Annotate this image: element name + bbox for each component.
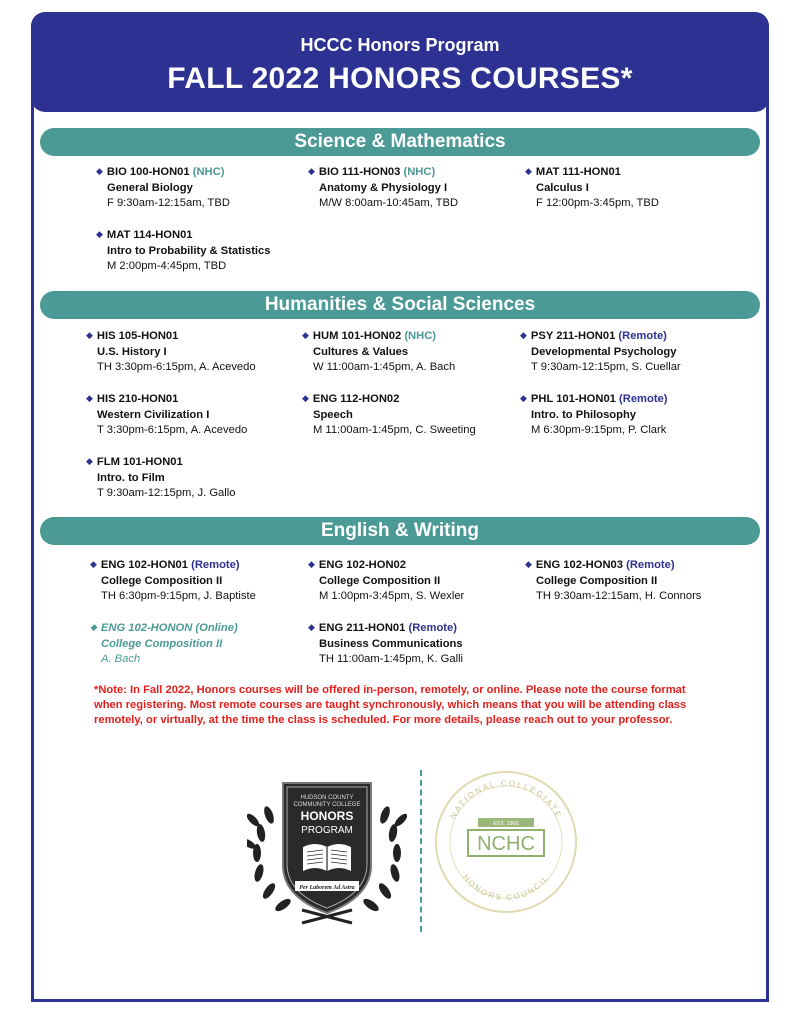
logo-divider bbox=[420, 770, 422, 932]
section-heading-humanities: Humanities & Social Sciences bbox=[40, 291, 760, 319]
nchc-logo bbox=[432, 768, 580, 916]
diamond-bullet-icon: ◆ bbox=[90, 622, 97, 632]
course-item: ◆ ENG 102-HONON (Online) College Composition II A. Bach bbox=[90, 622, 238, 666]
page-title: FALL 2022 HONORS COURSES* bbox=[167, 62, 633, 95]
course-item: ◆ BIO 100-HON01 (NHC) General Biology F 9:30am-12:15am, TBD bbox=[96, 166, 230, 210]
diamond-bullet-icon: ◆ bbox=[308, 559, 315, 569]
hccc-honors-logo bbox=[247, 775, 407, 925]
section-heading-science: Science & Mathematics bbox=[40, 128, 760, 156]
diamond-bullet-icon: ◆ bbox=[86, 393, 93, 403]
svg-text:NATIONAL COLLEGIATE: NATIONAL COLLEGIATE bbox=[448, 778, 564, 821]
page-header bbox=[31, 12, 769, 112]
course-item: ◆ FLM 101-HON01 Intro. to Film T 9:30am-12:15pm, J. Gallo bbox=[86, 456, 236, 500]
course-item: ◆ PHL 101-HON01 (Remote) Intro. to Philosophy M 6:30pm-9:15pm, P. Clark bbox=[520, 393, 668, 437]
diamond-bullet-icon: ◆ bbox=[302, 393, 309, 403]
course-item: ◆ ENG 102-HON02 College Composition II M 1:00pm-3:45pm, S. Wexler bbox=[308, 559, 465, 603]
section-heading-english: English & Writing bbox=[40, 517, 760, 545]
course-item: ◆ MAT 114-HON01 Intro to Probability & Statistics M 2:00pm-4:45pm, TBD bbox=[96, 229, 271, 273]
diamond-bullet-icon: ◆ bbox=[90, 559, 97, 569]
svg-text:EST. 1966: EST. 1966 bbox=[493, 821, 519, 827]
svg-text:COMMUNITY COLLEGE: COMMUNITY COLLEGE bbox=[293, 802, 361, 808]
course-item: ◆ BIO 111-HON03 (NHC) Anatomy & Physiology I M/W 8:00am-10:45am, TBD bbox=[308, 166, 459, 210]
diamond-bullet-icon: ◆ bbox=[86, 456, 93, 466]
diamond-bullet-icon: ◆ bbox=[525, 559, 532, 569]
course-item: ◆ ENG 102-HON01 (Remote) College Composition II TH 6:30pm-9:15pm, J. Baptiste bbox=[90, 559, 256, 603]
svg-text:HONORS COUNCIL: HONORS COUNCIL bbox=[461, 872, 551, 903]
svg-text:PROGRAM: PROGRAM bbox=[301, 825, 353, 836]
course-item: ◆ HUM 101-HON02 (NHC) Cultures & Values W 11:00am-1:45pm, A. Bach bbox=[302, 330, 456, 374]
diamond-bullet-icon: ◆ bbox=[96, 166, 103, 176]
course-item: ◆ ENG 211-HON01 (Remote) Business Communications TH 11:00am-1:45pm, K. Galli bbox=[308, 622, 464, 666]
diamond-bullet-icon: ◆ bbox=[525, 166, 532, 176]
format-note: *Note: In Fall 2022, Honors courses will be offered in-person, remotely, or online. Please note the course format when registering. Most remote courses are taught synchronously, which means that you will be attending class remotely, or virtually, at the time the class is scheduled. For more details, please reach out to your professor. bbox=[94, 684, 687, 726]
course-item: ◆ PSY 211-HON01 (Remote) Developmental Psychology T 9:30am-12:15pm, S. Cuellar bbox=[520, 330, 681, 374]
page-subtitle: HCCC Honors Program bbox=[300, 35, 500, 55]
course-item: ◆ ENG 102-HON03 (Remote) College Composition II TH 9:30am-12:15am, H. Connors bbox=[525, 559, 702, 603]
diamond-bullet-icon: ◆ bbox=[302, 330, 309, 340]
diamond-bullet-icon: ◆ bbox=[86, 330, 93, 340]
svg-text:HUDSON COUNTY: HUDSON COUNTY bbox=[300, 795, 354, 801]
course-item: ◆ ENG 112-HON02 Speech M 11:00am-1:45pm, C. Sweeting bbox=[302, 393, 476, 437]
course-item: ◆ HIS 105-HON01 U.S. History I TH 3:30pm-6:15pm, A. Acevedo bbox=[86, 330, 256, 374]
svg-text:Per Laborem Ad Astra: Per Laborem Ad Astra bbox=[299, 885, 355, 891]
diamond-bullet-icon: ◆ bbox=[308, 622, 315, 632]
course-item: ◆ MAT 111-HON01 Calculus I F 12:00pm-3:45pm, TBD bbox=[525, 166, 659, 210]
svg-text:NCHC: NCHC bbox=[477, 833, 535, 855]
diamond-bullet-icon: ◆ bbox=[96, 229, 103, 239]
diamond-bullet-icon: ◆ bbox=[520, 393, 527, 403]
course-item: ◆ HIS 210-HON01 Western Civilization I T 3:30pm-6:15pm, A. Acevedo bbox=[86, 393, 248, 437]
diamond-bullet-icon: ◆ bbox=[520, 330, 527, 340]
diamond-bullet-icon: ◆ bbox=[308, 166, 315, 176]
svg-text:HONORS: HONORS bbox=[300, 809, 354, 823]
